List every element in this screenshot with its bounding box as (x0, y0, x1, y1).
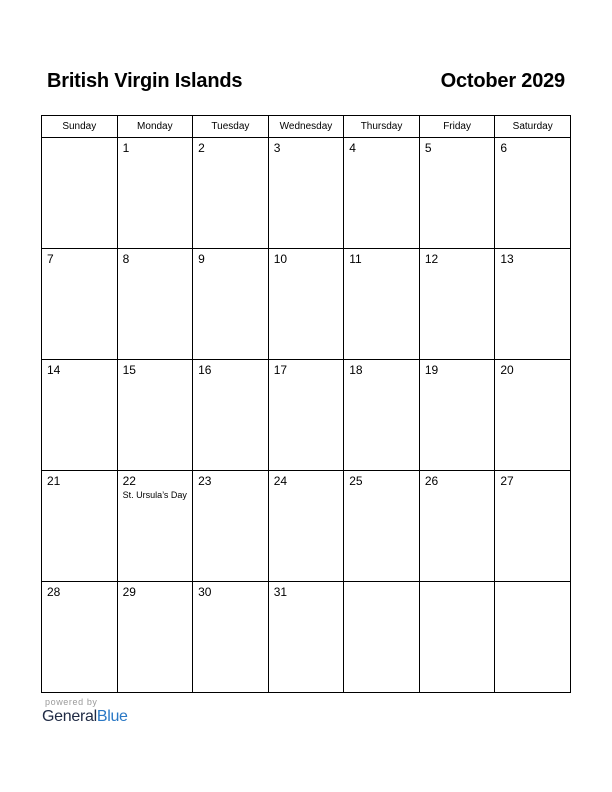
generalblue-logo[interactable] (42, 708, 128, 726)
day-cell (419, 360, 495, 471)
day-cell (495, 582, 571, 693)
day-cell (419, 471, 495, 582)
day-cell (344, 471, 420, 582)
day-cell (117, 249, 193, 360)
day-number: 28 (47, 585, 61, 599)
day-cell (495, 471, 571, 582)
day-cell (419, 582, 495, 693)
day-number: 30 (198, 585, 212, 599)
day-number: 15 (122, 363, 136, 377)
logo-blue-text: Blue (96, 708, 128, 725)
powered-by-text: powered by (45, 697, 98, 707)
day-cell (268, 249, 344, 360)
week-row (42, 138, 571, 249)
day-cell (344, 249, 420, 360)
day-number: 25 (349, 474, 363, 488)
day-number: 2 (198, 141, 205, 155)
calendar-month-title: October 2029 (440, 70, 565, 92)
day-cell (419, 138, 495, 249)
weekday-header: Thursday (344, 116, 420, 138)
day-cell (419, 249, 495, 360)
day-number: 7 (47, 252, 54, 266)
day-number: 29 (122, 585, 136, 599)
day-number: 22 (122, 474, 136, 488)
day-number: 20 (500, 363, 514, 377)
day-number: 6 (500, 141, 508, 155)
day-number: 3 (273, 141, 281, 155)
week-row (42, 582, 571, 693)
week-row (42, 471, 571, 582)
weekday-header: Tuesday (193, 116, 269, 138)
day-cell (495, 249, 571, 360)
day-number: 19 (424, 363, 439, 377)
day-cell (193, 582, 269, 693)
weekday-header: Wednesday (268, 116, 344, 138)
day-cell (495, 360, 571, 471)
day-cell (268, 360, 344, 471)
day-cell (268, 471, 344, 582)
day-cell (117, 138, 193, 249)
weekday-header: Monday (117, 116, 193, 138)
day-number: 26 (424, 474, 439, 488)
day-number: 23 (198, 474, 212, 488)
day-cell (42, 582, 118, 693)
calendar-country-title: British Virgin Islands (47, 70, 243, 92)
day-cell (42, 471, 118, 582)
day-number: 16 (198, 363, 212, 377)
day-cell (42, 138, 118, 249)
weekday-header: Friday (419, 116, 495, 138)
day-cell (344, 360, 420, 471)
day-number: 5 (424, 141, 432, 155)
day-cell (344, 582, 420, 693)
weekday-header: Sunday (42, 116, 118, 138)
weekday-header: Saturday (495, 116, 571, 138)
day-cell (117, 582, 193, 693)
weekday-header-row (42, 116, 571, 138)
day-cell (268, 138, 344, 249)
day-number: 9 (198, 252, 205, 266)
day-number: 11 (349, 252, 362, 266)
day-number: 8 (122, 252, 130, 266)
day-cell (193, 138, 269, 249)
day-number: 12 (424, 252, 439, 266)
day-cell (495, 138, 571, 249)
day-cell (193, 249, 269, 360)
day-number: 4 (349, 141, 356, 155)
day-cell (42, 360, 118, 471)
day-number: 10 (273, 252, 288, 266)
day-number: 17 (273, 363, 288, 377)
day-cell (193, 471, 269, 582)
day-cell (117, 360, 193, 471)
day-number: 24 (273, 474, 288, 488)
day-number: 13 (500, 252, 514, 266)
day-cell (268, 582, 344, 693)
day-number: 31 (273, 585, 288, 599)
day-cell (42, 249, 118, 360)
day-number: 21 (47, 474, 61, 488)
week-row (42, 249, 571, 360)
day-cell (344, 138, 420, 249)
calendar-grid (41, 115, 571, 693)
day-number: 1 (122, 141, 130, 155)
holiday-label: St. Ursula’s Day (122, 490, 187, 500)
day-number: 14 (47, 363, 61, 377)
day-cell (117, 471, 193, 582)
day-number: 18 (349, 363, 363, 377)
week-row (42, 360, 571, 471)
day-number: 27 (500, 474, 514, 488)
day-cell (193, 360, 269, 471)
logo-general-text: General (42, 708, 97, 725)
